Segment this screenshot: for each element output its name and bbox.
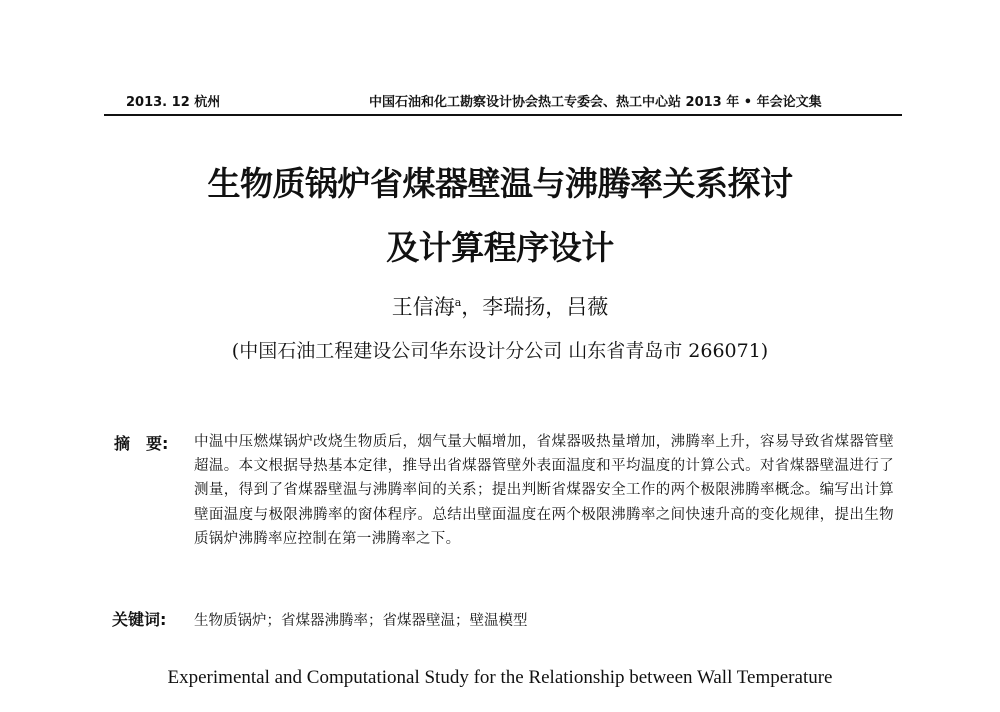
title-line-1: 生物质锅炉省煤器壁温与沸腾率关系探讨 xyxy=(207,164,793,203)
abstract-label: 摘 要: xyxy=(114,434,169,453)
header-rule xyxy=(104,114,902,116)
header-date-location: 2013. 12 杭州 xyxy=(126,95,221,110)
header-proceedings: 中国石油和化工勘察设计协会热工专委会、热工中心站 2013 年 • 年会论文集 xyxy=(369,95,822,110)
author-rest: ，李瑞扬，吕薇 xyxy=(461,295,609,319)
keywords-label: 关键词: xyxy=(112,610,167,629)
title-line-2: 及计算程序设计 xyxy=(386,228,614,267)
affiliation: (中国石油工程建设公司华东设计分公司 山东省青岛市 266071) xyxy=(231,340,769,362)
abstract-text: 中温中压燃煤锅炉改烧生物质后，烟气量大幅增加，省煤器吸热量增加，沸腾率上升，容易导致省煤器管壁超温。本文根据导热基本定律，推导出省煤器管壁外表面温度和平均温度的计算公式。对省煤器壁温进行了测量，得到了省煤器壁温与沸腾率间的关系；提出判断省煤器安全工作的两个极限沸腾率概念。编写出计算壁面温度与极限沸腾率的窗体程序。总结出壁面温度在两个极限沸腾率之间快速升高的变化规律，提出生物质锅炉沸腾率应控制在第一沸腾率之下。 xyxy=(194,434,894,547)
author-first: 王信海 xyxy=(391,295,455,319)
keywords-text: 生物质锅炉；省煤器沸腾率；省煤器壁温；壁温模型 xyxy=(194,613,528,629)
english-title: Experimental and Computational Study for the Relationship between Wall Temperature xyxy=(167,667,833,688)
author-mark: a xyxy=(454,296,462,309)
authors xyxy=(0,291,1000,321)
